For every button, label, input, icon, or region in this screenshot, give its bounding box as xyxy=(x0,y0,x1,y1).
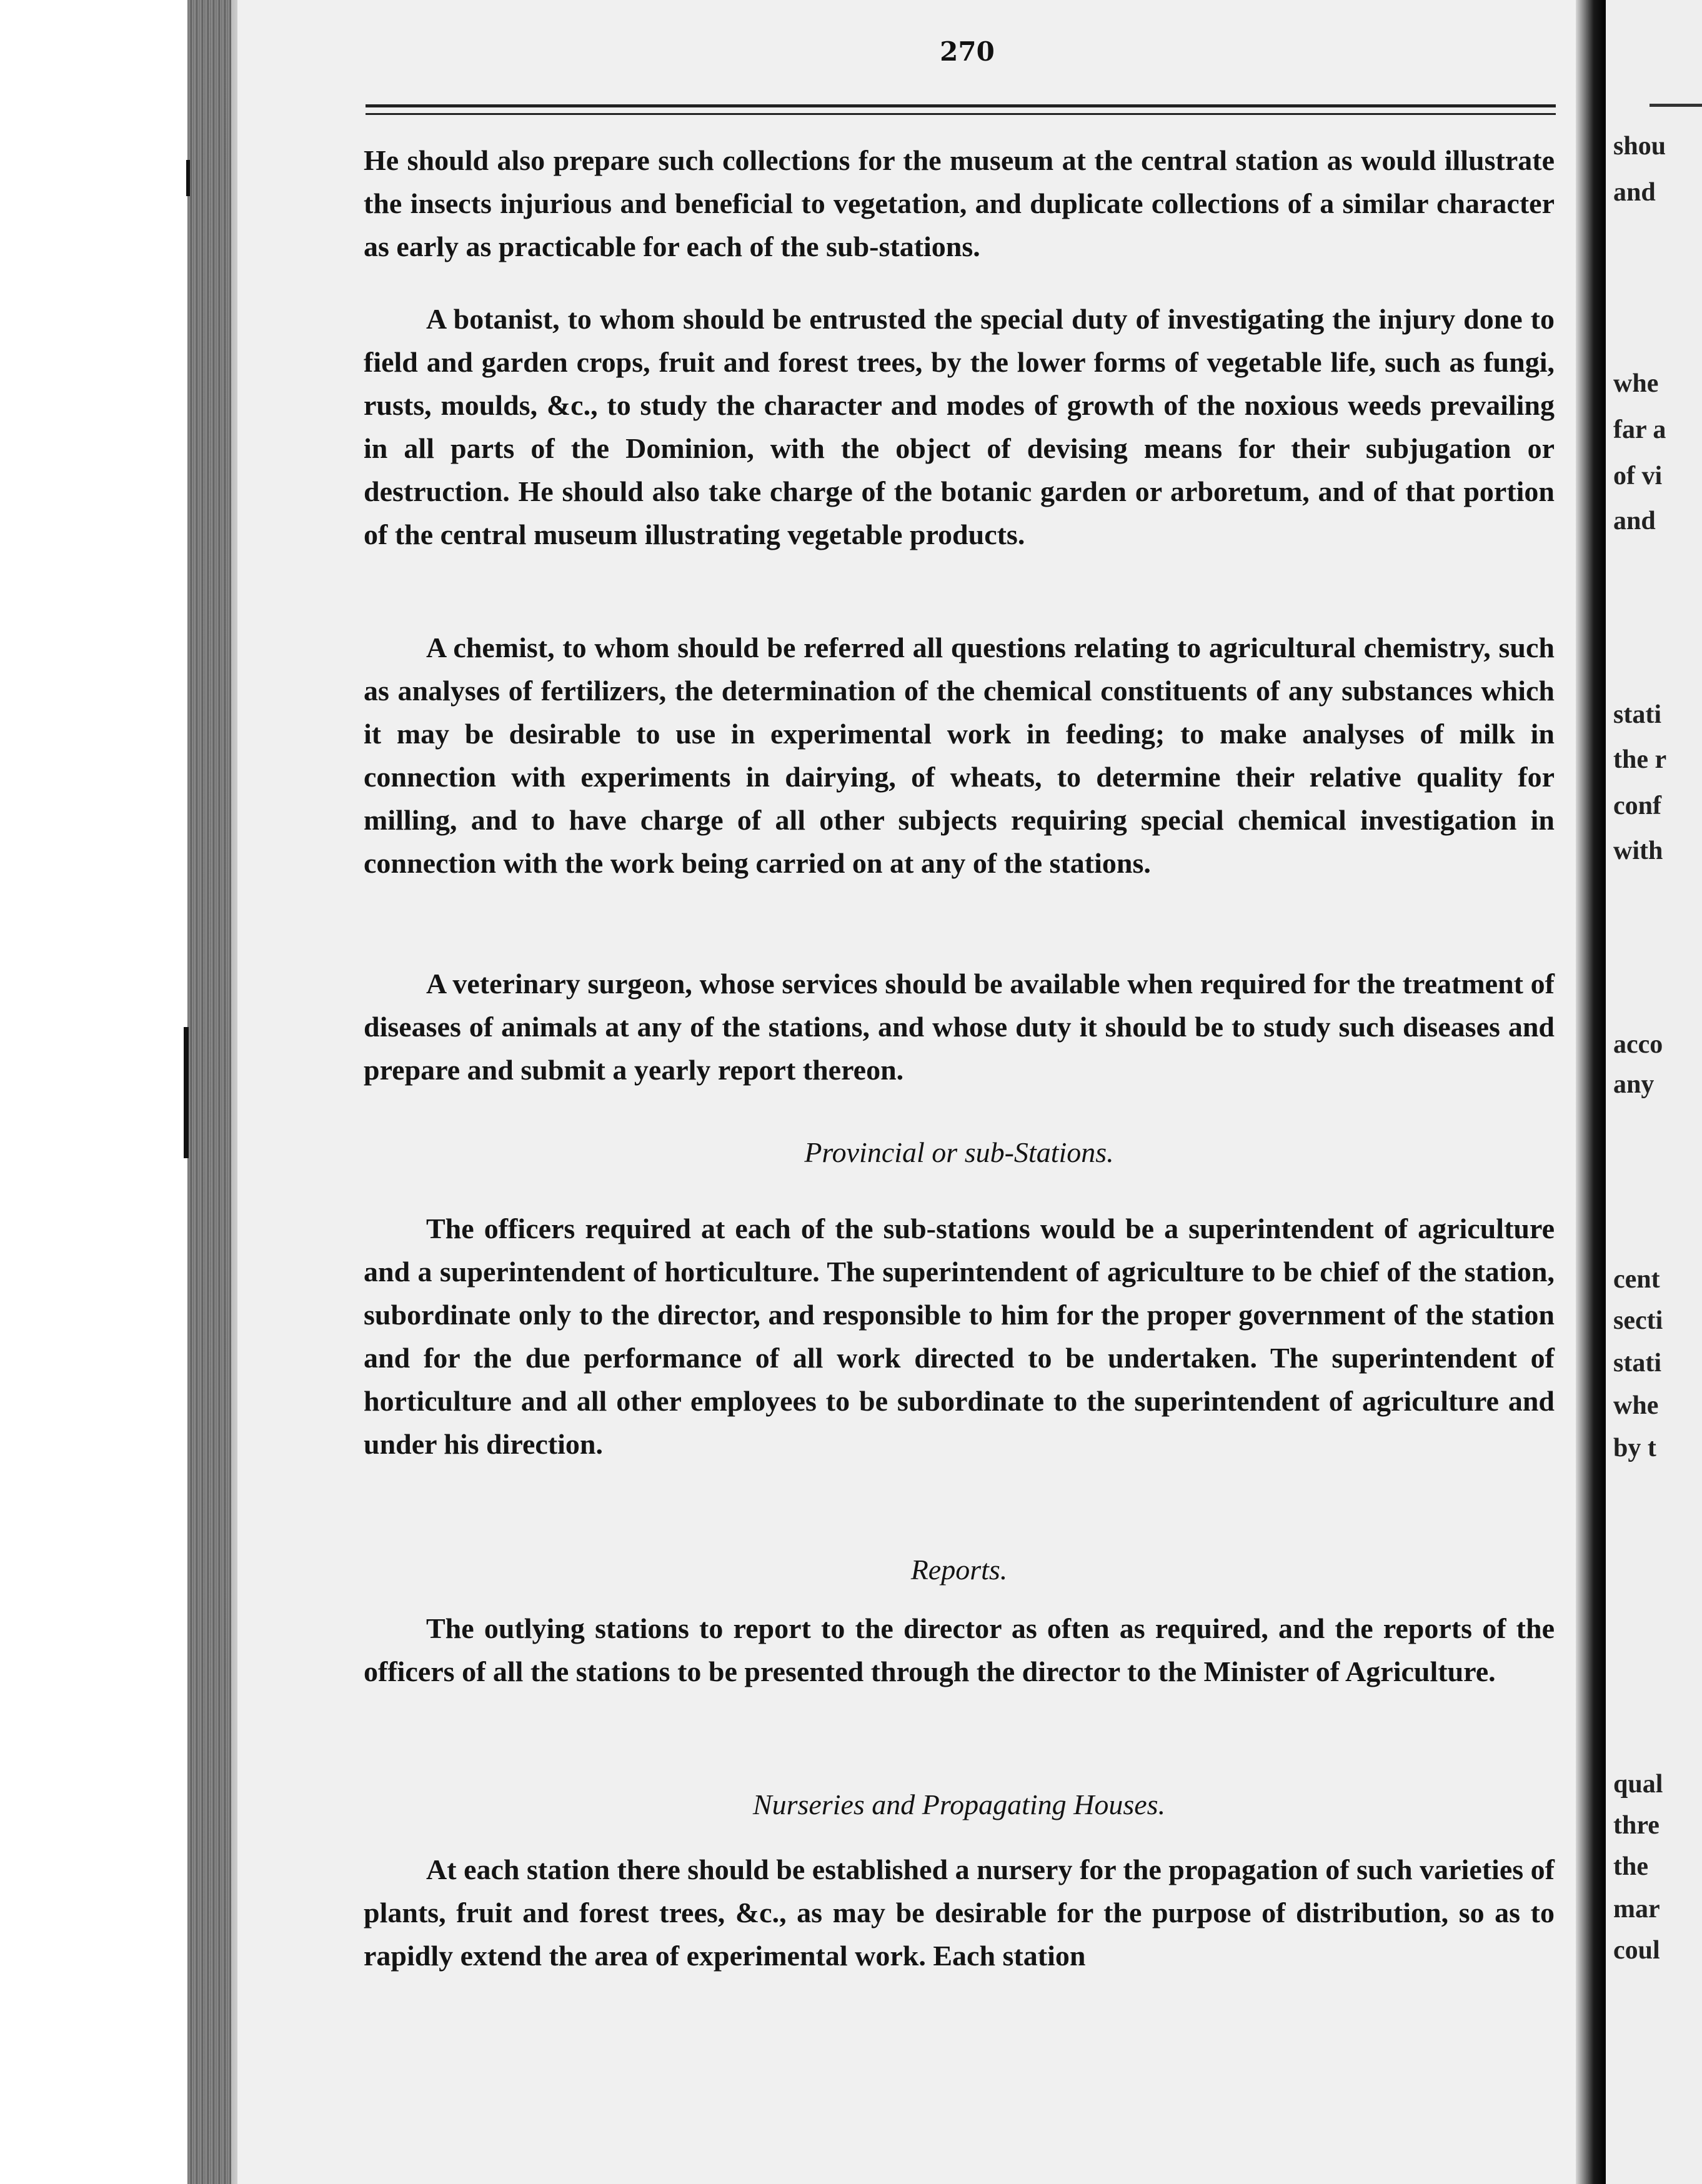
paragraph-text: A veterinary surgeon, whose services should be available when required for the treatment of diseases of animals at any of the stations, and whose duty it should be to study such diseases and prepare and submit a yearly report thereon. xyxy=(364,968,1555,1086)
paragraph xyxy=(364,1207,1555,1466)
section-heading: Nurseries and Propagating Houses. xyxy=(752,1789,1166,1820)
facing-page-fragment: acco xyxy=(1613,1030,1663,1059)
facing-page-fragment: qual xyxy=(1613,1770,1663,1799)
facing-page-fragment: shou xyxy=(1613,132,1666,161)
facing-page-fragment: far a xyxy=(1613,415,1666,444)
facing-page-fragment: conf xyxy=(1613,792,1661,820)
paragraph-text: The officers required at each of the sub-stations would be a superintendent of agriculture and a superintendent of horticulture. The superintendent of agriculture to be chief of the station, subordinate only to the director, and responsible to him for the proper government of the station and for the due performance of all work directed to be undertaken. The superintendent of horticulture and all other employees to be subordinate to the superintendent of agriculture and under his direction. xyxy=(364,1213,1555,1460)
page-number: 270 xyxy=(940,36,995,67)
paragraph xyxy=(364,139,1555,268)
paragraph-text: The outlying stations to report to the director as often as required, and the reports of the officers of all the stations to be presented through the director to the Minister of Agriculture. xyxy=(364,1612,1555,1687)
paragraph-text: He should also prepare such collections for the museum at the central station as would illustrate the insects injurious and beneficial to vegetation, and duplicate collections of a similar character as early as practicable for each of the sub-stations. xyxy=(364,144,1555,262)
paragraph-text: A chemist, to whom should be referred all questions relating to agricultural chemistry, such as analyses of fertilizers, the determination of the chemical constituents of any substances which it may be desirable to use in experimental work in feeding; to make analyses of milk in connection with experiments in dairying, of wheats, to determine their relative quality for milling, and to have charge of all other subjects requiring special chemical investigation in connection with the work being carried on at any of the stations. xyxy=(364,632,1555,879)
scan-mark xyxy=(186,160,190,196)
paragraph-text: At each station there should be established a nursery for the propagation of such varieties of plants, fruit and forest trees, &c., as may be desirable for the purpose of distribution, so as to rapidly extend the area of experimental work. Each station xyxy=(364,1854,1555,1972)
facing-page-fragment: of vi xyxy=(1613,462,1663,490)
scan-mark xyxy=(184,1027,189,1158)
facing-page-rule xyxy=(1650,104,1702,107)
facing-page-fragment: any xyxy=(1613,1070,1655,1099)
facing-page-fragment: stati xyxy=(1613,1349,1661,1377)
facing-page-fragment: the r xyxy=(1613,745,1667,774)
paragraph xyxy=(364,626,1555,885)
facing-page-fragment: with xyxy=(1613,836,1663,865)
facing-page-fragment: secti xyxy=(1613,1306,1663,1335)
facing-page-fragment: stati xyxy=(1613,700,1661,729)
facing-page xyxy=(1606,0,1702,2184)
paragraph xyxy=(364,1607,1555,1693)
paragraph xyxy=(364,297,1555,556)
paragraph xyxy=(364,962,1555,1091)
section-heading: Reports. xyxy=(910,1554,1008,1586)
facing-page-fragment: and xyxy=(1613,507,1656,535)
header-rule xyxy=(366,104,1556,107)
book-gutter xyxy=(1576,0,1606,2184)
facing-page-fragment: mar xyxy=(1613,1895,1660,1923)
facing-page-fragment: thre xyxy=(1613,1811,1660,1840)
facing-page-fragment: and xyxy=(1613,178,1656,207)
facing-page-fragment: coul xyxy=(1613,1936,1660,1965)
paragraph-text: A botanist, to whom should be entrusted the special duty of investigating the injury done to field and garden crops, fruit and forest trees, by the lower forms of vegetable life, such as fungi, rusts, moulds, &c., to study the character and modes of growth of the noxious weeds prevailing in all parts of the Dominion, with the object of devising means for their subjugation or destruction. He should also take charge of the botanic garden or arboretum, and of that portion of the central museum illustrating vegetable products. xyxy=(364,303,1555,550)
scan-background xyxy=(0,0,187,2184)
facing-page-fragment: cent xyxy=(1613,1265,1660,1294)
facing-page-fragment: by t xyxy=(1613,1434,1656,1462)
facing-page-fragment: whe xyxy=(1613,369,1659,398)
page-edges xyxy=(187,0,237,2184)
facing-page-fragment: whe xyxy=(1613,1391,1659,1420)
section-heading: Provincial or sub-Stations. xyxy=(804,1136,1114,1168)
facing-page-fragment: the xyxy=(1613,1852,1648,1881)
header-rule xyxy=(366,113,1556,115)
paragraph xyxy=(364,1848,1555,1977)
